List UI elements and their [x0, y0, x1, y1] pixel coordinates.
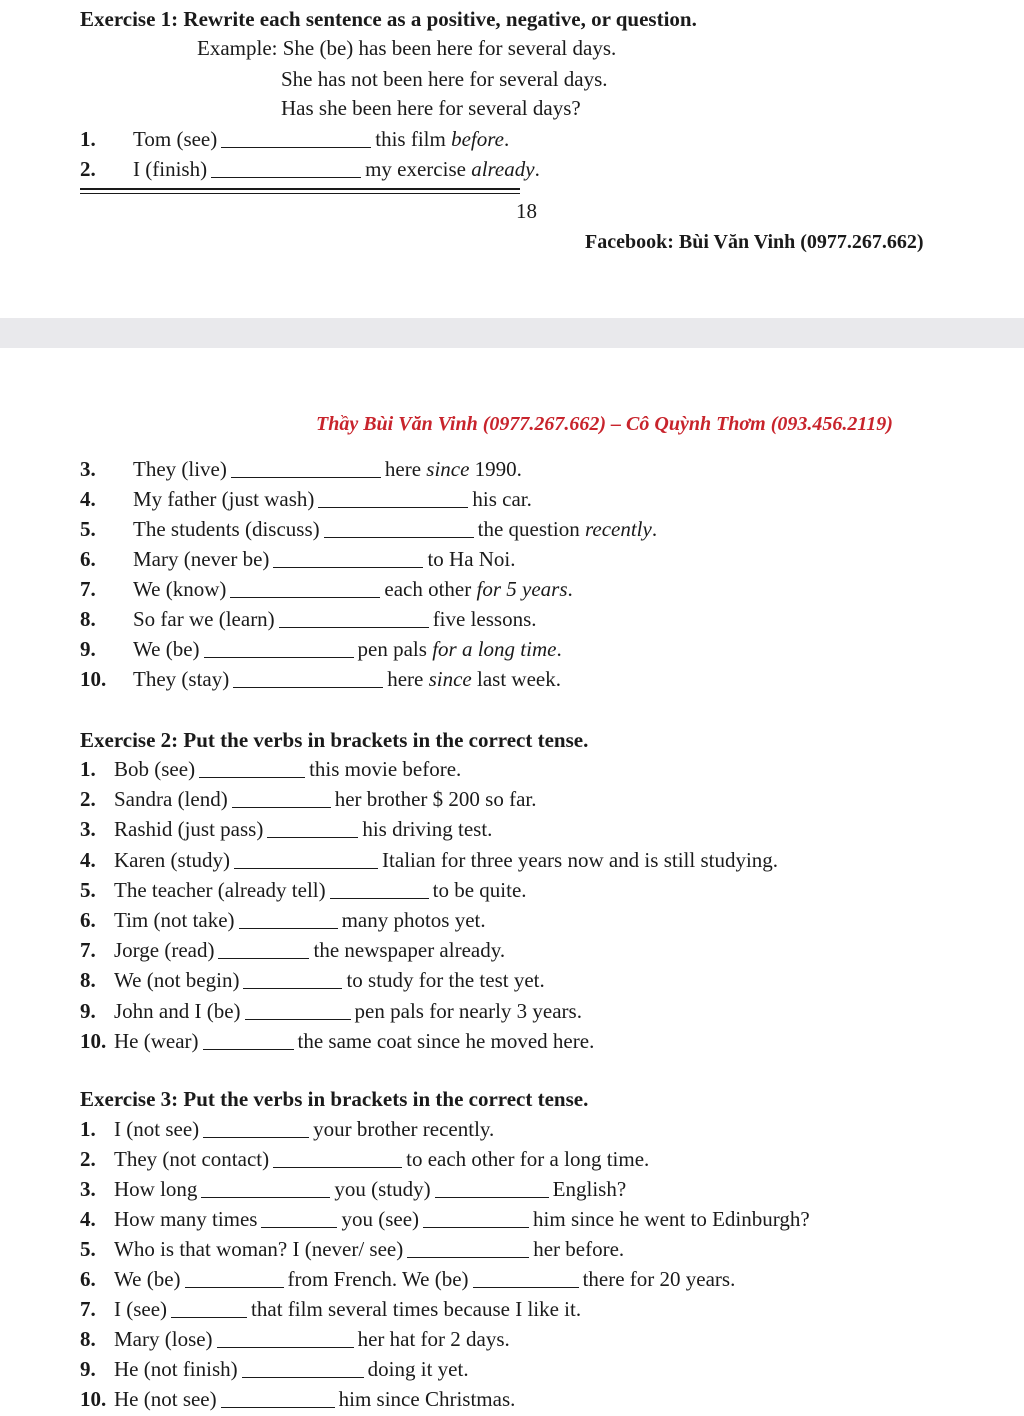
item-number: 3. [80, 1177, 96, 1201]
item-text: to study for the test yet. [346, 968, 545, 993]
item-rest: each other [384, 577, 477, 601]
item-text: you (see) [341, 1207, 420, 1231]
exercise-1-title: Exercise 1: Rewrite each sentence as a positive, negative, or question. [80, 7, 697, 31]
exercise-item [80, 636, 562, 662]
item-prompt: Tom (see) [133, 127, 218, 151]
answer-blank [245, 1001, 351, 1020]
answer-blank [318, 489, 468, 508]
answer-blank [230, 579, 380, 598]
item-emphasis: for a long time [432, 637, 557, 661]
item-number: 1. [80, 1117, 96, 1141]
item-text: Tim (not take) [114, 908, 235, 932]
item-text: How long [114, 1177, 198, 1201]
item-emphasis: before [451, 127, 504, 151]
item-emphasis: for 5 years [476, 577, 568, 601]
exercise-item [80, 516, 657, 542]
item-end: last week. [471, 667, 561, 691]
item-text: Karen (study) [114, 847, 231, 872]
answer-blank [232, 789, 331, 808]
item-number: 9. [80, 1357, 96, 1381]
exercise-item [80, 847, 778, 873]
item-text: Italian for three years now and is still studying. [382, 847, 779, 872]
item-number: 10. [80, 1028, 107, 1053]
answer-blank [201, 1179, 330, 1198]
exercise-item [80, 998, 582, 1024]
answer-blank [218, 940, 309, 959]
item-number: 4. [80, 1207, 96, 1231]
item-text: pen pals for nearly 3 years. [354, 998, 582, 1023]
item-number: 4. [80, 487, 96, 511]
example-question: Has she been here for several days? [281, 96, 581, 120]
item-number: 7. [80, 1297, 96, 1321]
item-number: 5. [80, 517, 96, 541]
item-rest: here [384, 457, 427, 481]
item-number: 7. [80, 577, 96, 601]
exercise-item [80, 1356, 469, 1382]
page-number: 18 [516, 199, 537, 223]
answer-blank [330, 880, 429, 899]
item-end: . [534, 157, 540, 181]
item-text: his driving test. [362, 817, 493, 842]
item-number: 6. [80, 1267, 96, 1291]
exercise-item [80, 576, 573, 602]
item-text: that film several times because I like it. [251, 1297, 582, 1321]
item-number: 3. [80, 817, 96, 842]
answer-blank [324, 519, 474, 538]
exercise-item [80, 1146, 649, 1172]
item-text: I (not see) [114, 1117, 200, 1141]
answer-blank [217, 1329, 354, 1348]
exercise-item [80, 877, 527, 903]
answer-blank [435, 1179, 549, 1198]
answer-blank [242, 1359, 364, 1378]
item-prompt: So far we (learn) [133, 607, 275, 631]
exercise-item [80, 1386, 515, 1412]
item-number: 2. [80, 787, 96, 812]
facebook-credit: Facebook: Bùi Văn Vinh (0977.267.662) [585, 231, 924, 253]
answer-blank [273, 549, 423, 568]
item-text: him since he went to Edinburgh? [533, 1207, 810, 1231]
item-text: He (not see) [114, 1387, 217, 1411]
item-number: 1. [80, 127, 96, 151]
item-text: many photos yet. [341, 908, 486, 932]
answer-blank [233, 669, 383, 688]
item-end: . [556, 637, 562, 661]
item-rest: his car. [472, 487, 532, 511]
item-prompt: They (live) [133, 457, 227, 481]
item-text: her hat for 2 days. [357, 1327, 510, 1351]
exercise-item [80, 486, 532, 512]
item-number: 8. [80, 1327, 96, 1351]
exercise-item [80, 546, 516, 572]
item-number: 9. [80, 998, 96, 1023]
answer-blank [231, 459, 381, 478]
item-end: 1990. [469, 457, 522, 481]
item-number: 6. [80, 908, 96, 932]
item-text: from French. We (be) [287, 1267, 469, 1291]
item-text: the same coat since he moved here. [297, 1028, 595, 1053]
item-emphasis: already [471, 157, 535, 181]
item-emphasis: recently [584, 517, 652, 541]
answer-blank [211, 159, 361, 178]
example-negative: She has not been here for several days. [281, 67, 608, 91]
page-break [0, 318, 1024, 348]
item-number: 5. [80, 1237, 96, 1261]
page-header: Thầy Bùi Văn Vinh (0977.267.662) – Cô Quỳnh Thơm (093.456.2119) [316, 413, 893, 435]
item-text: John and I (be) [114, 998, 241, 1023]
item-prompt: Mary (never be) [133, 547, 270, 571]
exercise-item [80, 1266, 735, 1292]
answer-blank [267, 819, 358, 838]
item-prompt: We (be) [133, 637, 200, 661]
item-text: Rashid (just pass) [114, 817, 264, 842]
item-text: Mary (lose) [114, 1327, 213, 1351]
item-text: her brother $ 200 so far. [334, 787, 537, 812]
item-end: . [567, 577, 573, 601]
answer-blank [279, 609, 429, 628]
answer-blank [221, 1389, 335, 1408]
item-text: How many times [114, 1207, 258, 1231]
item-text: her before. [533, 1237, 625, 1261]
item-text: We (be) [114, 1267, 181, 1291]
exercise-3-title: Exercise 3: Put the verbs in brackets in the correct tense. [80, 1087, 589, 1111]
item-rest: to Ha Noi. [427, 547, 516, 571]
item-text: this movie before. [309, 757, 462, 781]
item-prompt: My father (just wash) [133, 487, 315, 511]
item-rest: five lessons. [432, 607, 537, 631]
answer-blank [273, 1149, 402, 1168]
answer-blank [185, 1269, 284, 1288]
answer-blank [199, 759, 305, 778]
answer-blank [407, 1239, 529, 1258]
exercise-item [80, 756, 461, 782]
item-number: 1. [80, 757, 96, 781]
answer-blank [473, 1269, 579, 1288]
exercise-item [80, 1028, 594, 1054]
item-text: doing it yet. [367, 1357, 469, 1381]
item-rest: my exercise [365, 157, 472, 181]
item-rest: this film [375, 127, 452, 151]
answer-blank [171, 1299, 247, 1318]
answer-blank [239, 910, 338, 929]
answer-blank [203, 1119, 309, 1138]
exercise-item [80, 156, 540, 182]
item-emphasis: since [426, 457, 470, 481]
exercise-item [80, 666, 561, 692]
item-number: 2. [80, 1147, 96, 1171]
item-text: English? [552, 1177, 627, 1201]
exercise-item [80, 1326, 510, 1352]
item-text: him since Christmas. [338, 1387, 516, 1411]
exercise-item [80, 456, 522, 482]
item-rest: the question [477, 517, 585, 541]
answer-blank [221, 129, 371, 148]
item-prompt: I (finish) [133, 157, 208, 181]
answer-blank [243, 970, 342, 989]
item-prompt: The students (discuss) [133, 517, 320, 541]
item-emphasis: since [428, 667, 472, 691]
item-text: Who is that woman? I (never/ see) [114, 1237, 404, 1261]
item-text: He (wear) [114, 1028, 199, 1053]
item-number: 7. [80, 938, 96, 963]
item-text: The teacher (already tell) [114, 877, 326, 902]
footer-rule [80, 188, 520, 190]
item-text: the newspaper already. [313, 938, 506, 963]
answer-blank [204, 639, 354, 658]
exercise-item [80, 606, 537, 632]
item-text: They (not contact) [114, 1147, 270, 1171]
item-number: 4. [80, 847, 96, 872]
exercise-item [80, 1236, 624, 1262]
answer-blank [423, 1209, 529, 1228]
item-number: 5. [80, 877, 96, 902]
exercise-item [80, 126, 509, 152]
item-number: 3. [80, 457, 96, 481]
answer-blank [261, 1209, 337, 1228]
item-number: 9. [80, 637, 96, 661]
item-text: to be quite. [432, 877, 527, 902]
exercise-item [80, 1296, 581, 1322]
item-prompt: They (stay) [133, 667, 230, 691]
answer-blank [234, 850, 378, 869]
answer-blank [203, 1031, 294, 1050]
exercise-item [80, 967, 545, 993]
exercise-item [80, 937, 505, 963]
item-number: 2. [80, 157, 96, 181]
exercise-item [80, 907, 486, 933]
item-text: Jorge (read) [114, 938, 215, 963]
footer-rule-thin [80, 193, 520, 194]
item-number: 8. [80, 968, 96, 993]
item-number: 10. [80, 1387, 107, 1411]
exercise-item [80, 786, 537, 812]
exercise-item [80, 1176, 626, 1202]
item-end: . [503, 127, 510, 151]
item-number: 6. [80, 547, 96, 571]
example-sentence: Example: She (be) has been here for several days. [197, 36, 617, 60]
item-text: Bob (see) [114, 757, 196, 781]
item-text: Sandra (lend) [114, 787, 228, 812]
exercise-item [80, 816, 492, 842]
item-text: I (see) [114, 1297, 168, 1321]
item-number: 10. [80, 667, 107, 691]
item-text: to each other for a long time. [406, 1147, 650, 1171]
item-number: 8. [80, 607, 96, 631]
item-text: your brother recently. [313, 1117, 495, 1141]
item-text: We (not begin) [114, 968, 240, 993]
exercise-item [80, 1116, 494, 1142]
exercise-item [80, 1206, 810, 1232]
item-rest: pen pals [357, 637, 433, 661]
item-prompt: We (know) [133, 577, 227, 601]
item-end: . [651, 517, 658, 541]
item-text: He (not finish) [114, 1357, 238, 1381]
item-rest: here [387, 667, 429, 691]
exercise-2-title: Exercise 2: Put the verbs in brackets in the correct tense. [80, 728, 589, 752]
item-text: there for 20 years. [582, 1267, 736, 1291]
item-text: you (study) [334, 1177, 431, 1201]
